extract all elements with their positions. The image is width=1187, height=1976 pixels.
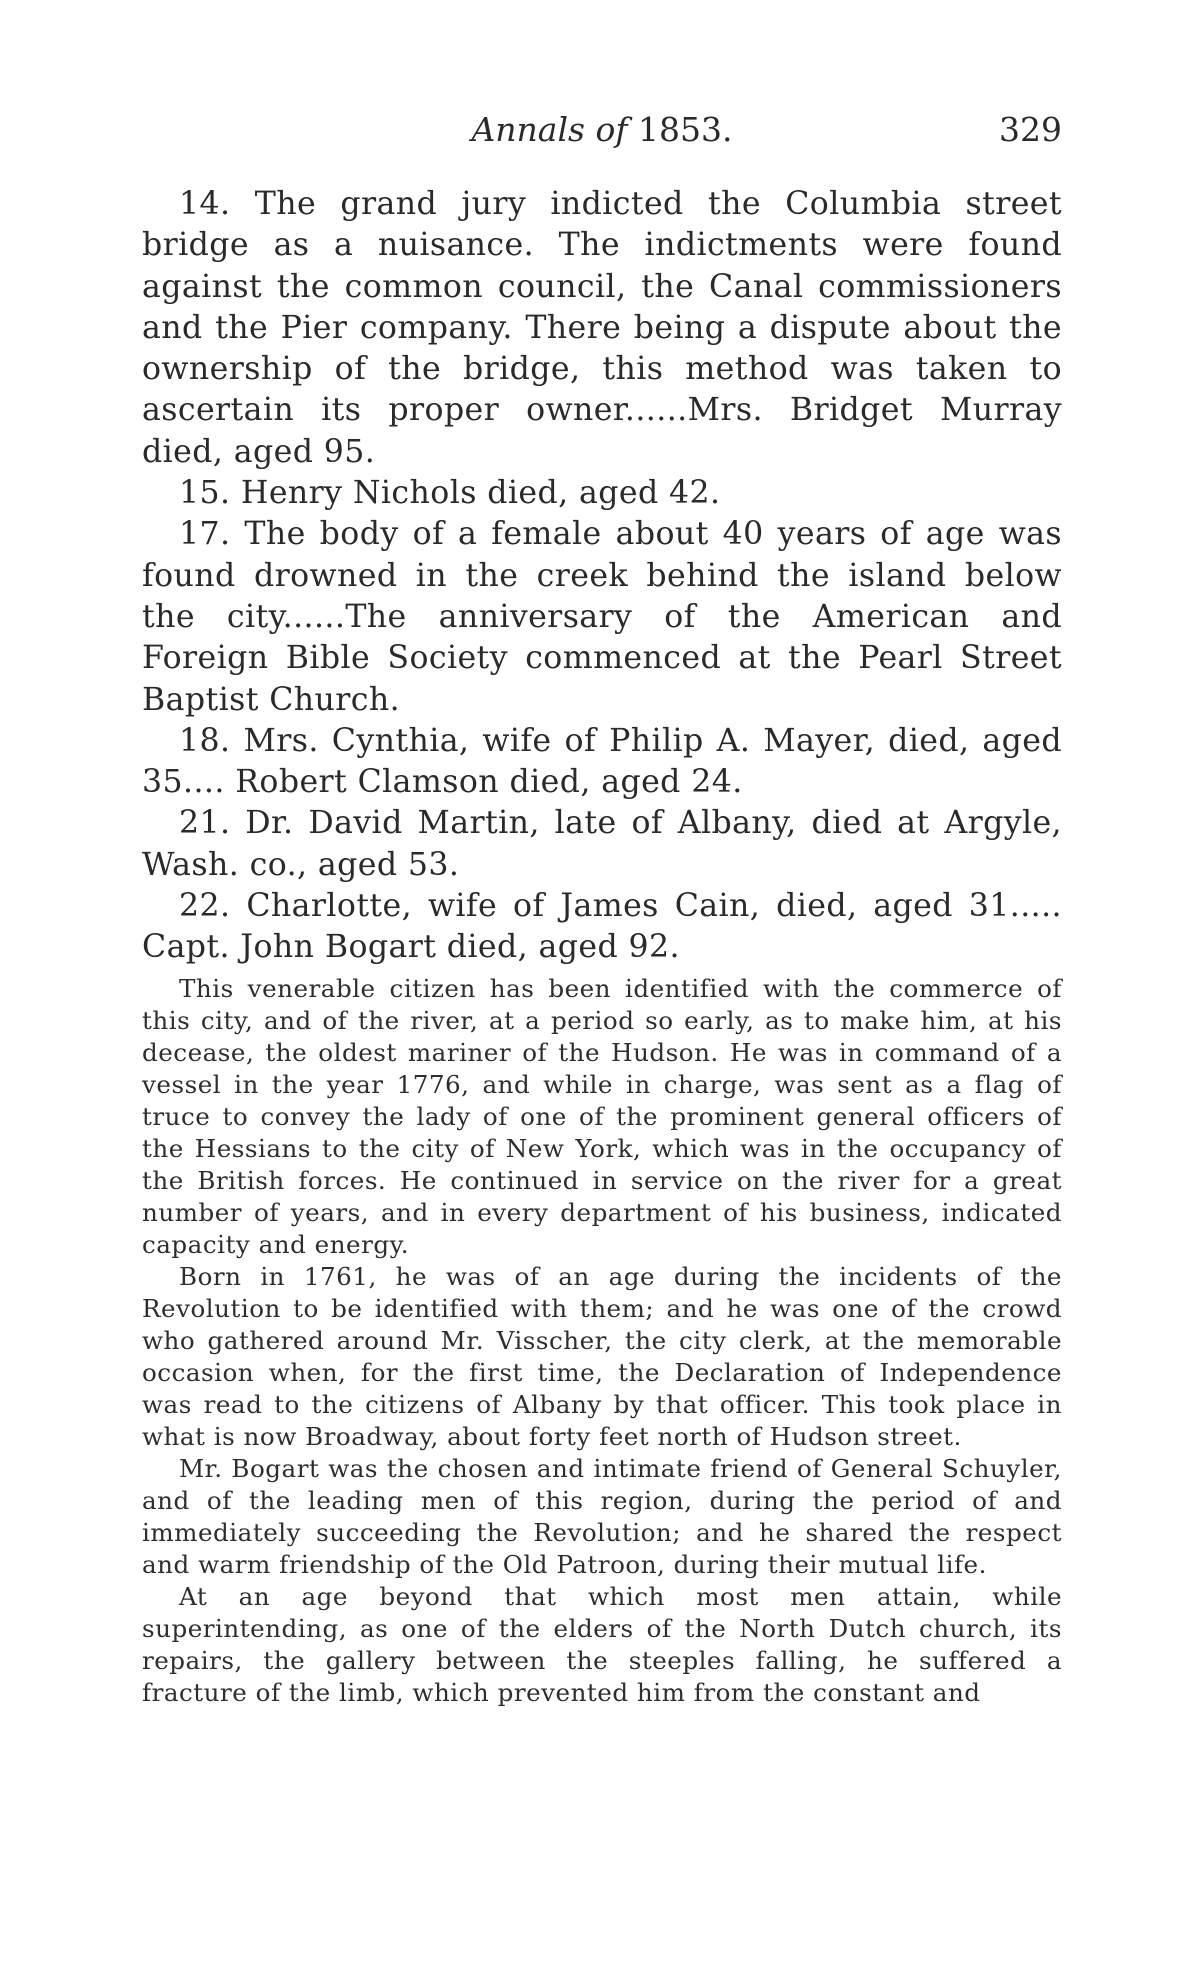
entry-15: 15. Henry Nichols died, aged 42. <box>179 475 721 512</box>
biographical-note <box>142 973 1062 1709</box>
note-paragraph: Born in 1761, he was of an age during the incidents of the Revolution to be identified with them; and he was one of the crowd who gathered around Mr. Visscher, the city clerk, at the memorable occasion when, for the first time, the Declaration of Independence was read to the citizens of Albany by that officer. This took place in what is now Broadway, about forty feet north of Hudson street. <box>142 1261 1062 1451</box>
running-head <box>142 110 1062 162</box>
title-italic: Annals of <box>471 110 628 149</box>
note-paragraph: Mr. Bogart was the chosen and intimate friend of General Schuyler, and of the leading men of this region, during the period of and immediately succeeding the Revolution; and he shared the respect and warm friendship of the Old Patroon, during their mutual life. <box>142 1453 1062 1579</box>
title-year: 1853. <box>638 110 733 149</box>
running-title <box>142 110 1062 149</box>
entry-17: 17. The body of a female about 40 years of age was found drowned in the creek behind the island below the city......The anniversary of the American and Foreign Bible Society commenced at the Pearl Street Baptist Church. <box>142 516 1062 718</box>
annals-entries <box>142 184 1062 969</box>
note-paragraph: This venerable citizen has been identified with the commerce of this city, and of the river, at a period so early, as to make him, at his decease, the oldest mariner of the Hudson. He was in command of a vessel in the year 1776, and while in charge, was sent as a flag of truce to convey the lady of one of the prominent general officers of the Hessians to the city of New York, which was in the occupancy of the British forces. He continued in service on the river for a great number of years, and in every department of his business, indicated capacity and energy. <box>142 973 1062 1259</box>
page-number: 329 <box>999 110 1062 149</box>
note-paragraph: At an age beyond that which most men attain, while superintending, as one of the elders of the North Dutch church, its repairs, the gallery between the steeples falling, he suffered a fracture of the limb, which prevented him from the constant and <box>142 1581 1062 1707</box>
entry-14: 14. The grand jury indicted the Columbia street bridge as a nuisance. The indictments were found against the common council, the Canal commissioners and the Pier company. There being a dispute about the ownership of the bridge, this method was taken to ascertain its proper owner......Mrs. Bridget Murray died, aged 95. <box>142 186 1062 470</box>
entry-21: 21. Dr. David Martin, late of Albany, died at Argyle, Wash. co., aged 53. <box>142 805 1062 883</box>
page <box>142 110 1062 1709</box>
entry-18: 18. Mrs. Cynthia, wife of Philip A. Mayer, died, aged 35.... Robert Clamson died, aged 24. <box>142 722 1062 801</box>
entry-22: 22. Charlotte, wife of James Cain, died, aged 31..... Capt. John Bogart died, aged 92. <box>142 888 1062 966</box>
